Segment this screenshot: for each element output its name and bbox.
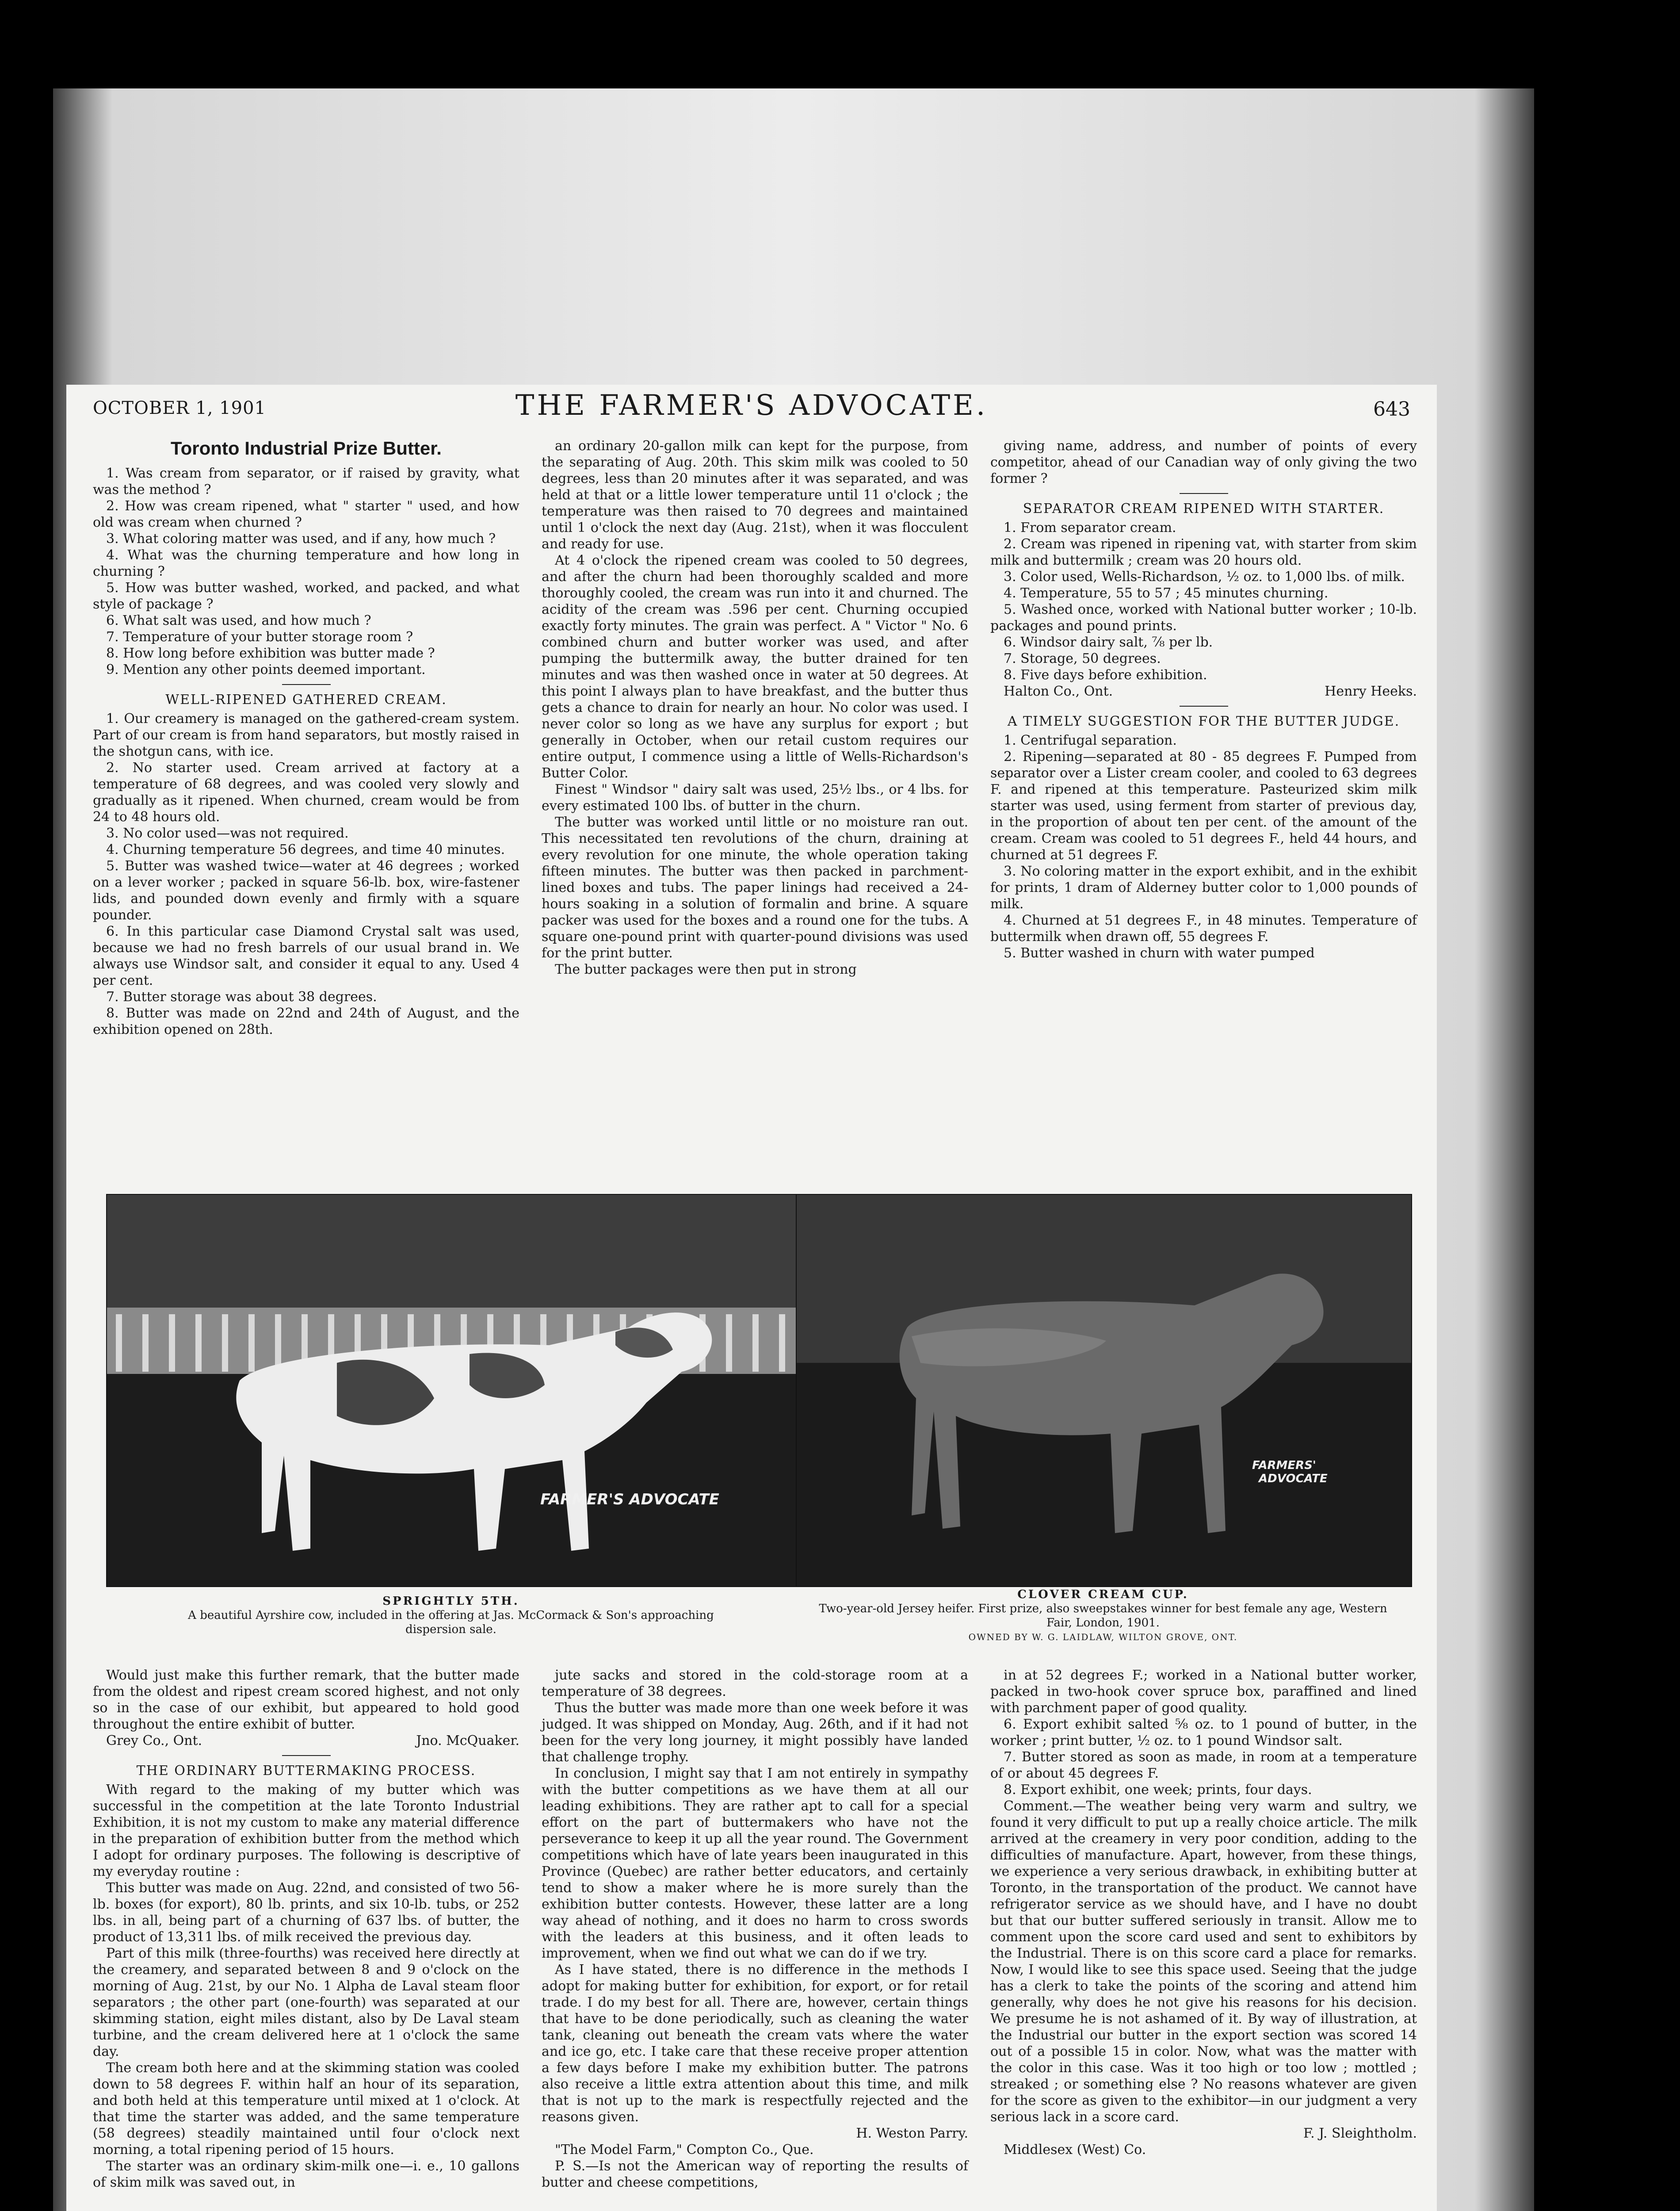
signature-name: Henry Heeks.	[1325, 684, 1417, 699]
body-paragraph: an ordinary 20-gallon milk can kept for the purpose, from the separating of Aug. 20th. This skim milk was cooled to 50 degrees, less than 20 minutes after it was separated, and was held at that or a little lower temperature until 11 o'clock ; the temperature was then raised to 70 degrees and maintained until 1 o'clock the next day (Aug. 21st), when it was flocculent and ready for use.	[542, 438, 968, 552]
body-paragraph: jute sacks and stored in the cold-storage room at a temperature of 38 degrees.	[542, 1668, 968, 1699]
answer-paragraph: 6. Windsor dairy salt, ⅞ per lb.	[1004, 635, 1213, 650]
answer-paragraph: 1. From separator cream.	[1004, 520, 1176, 536]
answer-paragraph: 5. Washed once, worked with National butter worker ; 10-lb. packages and pound prints.	[990, 602, 1417, 634]
jersey-heifer-illustration	[797, 1195, 1411, 1586]
signature-name: F. J. Sleightholm.	[1303, 2126, 1417, 2141]
section-divider	[1180, 493, 1228, 494]
ayrshire-cow-illustration	[107, 1195, 797, 1586]
page-number: 643	[1373, 398, 1410, 421]
answer-paragraph: 3. No coloring matter in the export exhibit, and in the exhibit for prints, 1 dram of Alderney butter color to 1,000 pounds of milk.	[990, 864, 1417, 912]
caption-title: CLOVER CREAM CUP.	[1017, 1588, 1189, 1601]
caption-right	[796, 1587, 1410, 1644]
section-heading: SEPARATOR CREAM RIPENED WITH STARTER.	[1023, 501, 1385, 516]
column-6	[990, 1667, 1417, 2158]
section-heading: A TIMELY SUGGESTION FOR THE BUTTER JUDGE.	[1007, 714, 1400, 729]
question-item: 1. Was cream from separator, or if raised by gravity, what was the method ?	[93, 466, 519, 497]
column-3	[990, 438, 1417, 961]
answer-paragraph: 2. Ripening—separated at 80 - 85 degrees F. Pumped from separator over a Lister cream cooler, and cooled to 63 degrees F. and ripened at this temperature. Pasteurized skim milk starter was used, using ferment from starter of previous day, in the proportion of about ten per cent. of the amount of the cream. Cream was cooled to 51 degrees F., held 44 hours, and churned at 51 degrees F.	[990, 749, 1417, 863]
photo-watermark: FARMER'S ADVOCATE	[540, 1491, 719, 1508]
ayrshire-cow-photo	[106, 1194, 798, 1587]
signature-place: Middlesex (West) Co.	[1004, 2142, 1146, 2157]
answer-paragraph: 1. Centrifugal separation.	[1004, 733, 1177, 748]
question-item: 3. What coloring matter was used, and if any, how much ?	[106, 531, 496, 547]
answer-paragraph: 5. Butter washed in churn with water pumped	[1004, 945, 1315, 961]
section-divider	[282, 1755, 331, 1756]
column-5	[542, 1667, 968, 2191]
answer-paragraph: 2. Cream was ripened in ripening vat, with starter from skim milk and buttermilk ; cream was 20 hours old.	[990, 536, 1417, 568]
answer-paragraph: 4. Churned at 51 degrees F., in 48 minutes. Temperature of buttermilk when drawn off, 55 degrees F.	[990, 913, 1417, 945]
body-paragraph: in at 52 degrees F.; worked in a National butter worker, packed in two-hook cover spruce box, paraffined and lined with parchment paper of good quality.	[990, 1668, 1417, 1716]
body-paragraph: Would just make this further remark, that the butter made from the oldest and ripest cream scored highest, and not only so in the case of our exhibit, but appeared to hold good throughout the entire exhibit of butter.	[93, 1668, 519, 1732]
body-paragraph: 6. Export exhibit salted ⅝ oz. to 1 pound of butter, in the worker ; print butter, ½ oz. to 1 pound Windsor salt.	[990, 1717, 1417, 1748]
body-paragraph: Comment.—The weather being very warm and sultry, we found it very difficult to put up a really choice article. The milk arrived at the creamery in very poor condition, adding to the difficulties of manufacture. Apart, however, from these things, we experience a very serious drawback, in exhibiting butter at Toronto, in the transportation of the product. We cannot have refrigerator service as we should have, and I have no doubt but that our butter suffered seriously in transit. Allow me to comment upon the score card used and sent to exhibitors by the Industrial. There is on this score card a place for remarks. Now, I would like to see this space used. Seeing that the judge has a clerk to take the points of the scoring and attend him generally, why does he not give his reasons for his decision. We presume he is not ashamed of it. By way of illustration, at the Industrial our butter in the export section was scored 14 out of a possible 15 in color. Now, what was the matter with the color in this case. Was it too high or too low ; mottled ; streaked ; or something else ? No reasons whatever are given for the score as given to the exhibitor—in our judgment a very serious lack in a score card.	[990, 1798, 1417, 2125]
body-paragraph: Finest " Windsor " dairy salt was used, 25½ lbs., or 4 lbs. for every estimated 100 lbs. of butter in the churn.	[542, 782, 968, 814]
body-paragraph: The cream both here and at the skimming station was cooled down to 58 degrees F. within half an hour of its separation, and both held at this temperature until mixed at 1 o'clock. At that time the starter was added, and the same temperature (58 degrees) steadily maintained until four o'clock next morning, a total ripening period of 15 hours.	[93, 2060, 519, 2157]
answer-paragraph: 2. No starter used. Cream arrived at factory at a temperature of 68 degrees, and was cooled very slowly and gradually as it ripened. When churned, cream would be from 24 to 48 hours old.	[93, 760, 519, 825]
section-divider	[282, 684, 331, 685]
body-paragraph: giving name, address, and number of points of every competitor, ahead of our Canadian way of only giving the two former ?	[990, 438, 1417, 486]
caption-owner: OWNED BY W. G. LAIDLAW, WILTON GROVE, ONT.	[968, 1632, 1238, 1642]
section-divider	[1180, 706, 1228, 707]
question-item: 2. How was cream ripened, what " starter " used, and how old was cream when churned ?	[93, 498, 519, 530]
newspaper-page	[66, 385, 1437, 2211]
caption-text: A beautiful Ayrshire cow, included in the offering at Jas. McCormack & Son's approaching dispersion sale.	[188, 1609, 714, 1636]
signature-place: Grey Co., Ont.	[106, 1733, 202, 1748]
answer-paragraph: 8. Butter was made on 22nd and 24th of August, and the exhibition opened on 28th.	[93, 1006, 519, 1037]
signature-place: Halton Co., Ont.	[1004, 684, 1113, 699]
body-paragraph: In conclusion, I might say that I am not entirely in sympathy with the butter competitions as we have them at all our leading exhibitions. They are rather apt to call for a special effort on the part of buttermakers who have not the perseverance to keep it up all the year round. The Government competitions which have of late years been inaugurated in this Province (Quebec) are rather better educators, and certainly tend to show a maker where he is more surely than the exhibition butter contests. However, these latter are a long way ahead of nothing, and it does no harm to cross swords with the leaders at this business, and it often leads to improvement, when we find out what we can do if we try.	[542, 1766, 968, 1961]
column-1	[93, 438, 519, 1038]
jersey-heifer-photo	[796, 1194, 1412, 1587]
column-4	[93, 1667, 519, 2191]
question-item: 6. What salt was used, and how much ?	[106, 613, 371, 628]
answer-paragraph: 7. Storage, 50 degrees.	[1004, 651, 1161, 666]
body-paragraph: The butter was worked until little or no moisture ran out. This necessitated ten revolutions of the churn, draining at every revolution for one minute, the whole operation taking fifteen minutes. The butter was then packed in parchment-lined boxes and tubs. The paper linings had received a 24-hours soaking in a solution of formalin and brine. A square packer was used for the boxes and a round one for the tubs. A square one-pound print with quarter-pound divisions was used for the print butter.	[542, 815, 968, 961]
body-paragraph: With regard to the making of my butter which was successful in the competition at the late Toronto Industrial Exhibition, it is not my custom to make any material difference in the preparation of exhibition butter from the method which I adopt for ordinary purposes. The following is descriptive of my everyday routine :	[93, 1782, 519, 1879]
question-item: 9. Mention any other points deemed important.	[106, 662, 426, 677]
answer-paragraph: 3. Color used, Wells-Richardson, ½ oz. to 1,000 lbs. of milk.	[1004, 569, 1405, 585]
answer-paragraph: 3. No color used—was not required.	[106, 826, 349, 841]
question-item: 7. Temperature of your butter storage room ?	[106, 629, 413, 645]
answer-paragraph: 8. Five days before exhibition.	[1004, 667, 1207, 683]
answer-paragraph: 7. Butter storage was about 38 degrees.	[106, 989, 377, 1005]
issue-date: OCTOBER 1, 1901	[93, 398, 266, 418]
publication-title: THE FARMER'S ADVOCATE.	[515, 389, 988, 422]
answer-paragraph: 4. Churning temperature 56 degrees, and time 40 minutes.	[106, 842, 505, 857]
postscript: P. S.—Is not the American way of reporting the results of butter and cheese competitions,	[542, 2158, 968, 2190]
answer-paragraph: 4. Temperature, 55 to 57 ; 45 minutes churning.	[1004, 585, 1329, 601]
body-paragraph: As I have stated, there is no difference in the methods I adopt for making butter for exhibition, for export, or for retail trade. I do my best for all. There are, however, certain things that have to be done periodically, such as cleaning the water tank, cleaning out beneath the cream vats where the water and ice go, etc. I take care that these receive proper attention a few days before I make my exhibition butter. The patrons also receive a little extra attention about this time, and milk that is not up to the mark is respectfully rejected and the reasons given.	[542, 1962, 968, 2125]
question-item: 8. How long before exhibition was butter made ?	[106, 646, 435, 661]
answer-paragraph: 1. Our creamery is managed on the gathered-cream system. Part of our cream is from hand separators, but mostly raised in the shotgun cans, with ice.	[93, 711, 519, 759]
body-paragraph: Part of this milk (three-fourths) was received here directly at the creamery, and separated between 8 and 9 o'clock on the morning of Aug. 21st, by our No. 1 Alpha de Laval steam floor separators ; the other part (one-fourth) was separated at our skimming station, eight miles distant, also by De Laval steam turbine, and the cream delivered here at 1 o'clock the same day.	[93, 1946, 519, 2059]
question-item: 5. How was butter washed, worked, and packed, and what style of package ?	[93, 580, 519, 612]
caption-left	[106, 1594, 796, 1637]
body-paragraph: At 4 o'clock the ripened cream was cooled to 50 degrees, and after the churn had been thoroughly scalded and more thoroughly cooled, the cream was run into it and churned. The acidity of the cream was .596 per cent. Churning occupied exactly forty minutes. The grain was perfect. A " Victor " No. 6 combined churn and butter worker was used, and after pumping the buttermilk away, the butter drained for ten minutes and was then washed once in water at 50 degrees. At this point I always plan to have breakfast, and the butter thus gets a chance to drain for nearly an hour. No color was used. I never color so long as we have any surplus for export ; but generally in October, when our retail custom requires our entire output, I commence using a little of Wells-Richardson's Butter Color.	[542, 553, 968, 781]
section-heading: WELL-RIPENED GATHERED CREAM.	[165, 692, 447, 708]
signature-line	[93, 1733, 519, 1749]
question-item: 4. What was the churning temperature and how long in churning ?	[93, 547, 519, 579]
answer-paragraph: 5. Butter was washed twice—water at 46 degrees ; worked on a lever worker ; packed in square 56-lb. box, wire-fastener lids, and pounded down evenly and firmly with a square pounder.	[93, 858, 519, 923]
body-paragraph: 7. Butter stored as soon as made, in room at a temperature of or about 45 degrees F.	[990, 1749, 1417, 1781]
caption-text: Two-year-old Jersey heifer. First prize, also sweepstakes winner for best female any age, Western Fair, London, 1901.	[819, 1602, 1387, 1630]
caption-title: SPRIGHTLY 5TH.	[382, 1595, 519, 1608]
photo-watermark: FARMERS'	[1252, 1459, 1316, 1472]
section-heading: THE ORDINARY BUTTERMAKING PROCESS.	[136, 1763, 476, 1779]
column-2	[542, 438, 968, 978]
question-list	[93, 465, 519, 678]
body-paragraph: 8. Export exhibit, one week; prints, four days.	[1004, 1782, 1312, 1798]
body-paragraph: The butter packages were then put in strong	[555, 962, 857, 977]
answer-paragraph: 6. In this particular case Diamond Crystal salt was used, because we had no fresh barrels of our usual brand in. We always use Windsor salt, and consider it equal to any. Used 4 per cent.	[93, 924, 519, 988]
signature-name: H. Weston Parry.	[856, 2126, 968, 2141]
article-title: Toronto Industrial Prize Butter.	[171, 438, 442, 459]
signature-line	[990, 683, 1417, 700]
body-paragraph: The starter was an ordinary skim-milk one—i. e., 10 gallons of skim milk was saved out, in	[93, 2158, 519, 2190]
running-header	[93, 389, 1410, 425]
photo-watermark: ADVOCATE	[1259, 1472, 1328, 1485]
signature-name: Jno. McQuaker.	[416, 1733, 519, 1748]
body-paragraph: Thus the butter was made more than one week before it was judged. It was shipped on Monday, Aug. 26th, and if it had not been for the very long journey, it might possibly have landed that challenge trophy.	[542, 1700, 968, 1765]
body-paragraph: This butter was made on Aug. 22nd, and consisted of two 56-lb. boxes (for export), 80 lb. prints, and six 10-lb. tubs, or 252 lbs. in all, being part of a churning of 637 lbs. of butter, the product of 13,311 lbs. of milk received the previous day.	[93, 1880, 519, 1945]
signature-place: "The Model Farm," Compton Co., Que.	[555, 2142, 814, 2157]
